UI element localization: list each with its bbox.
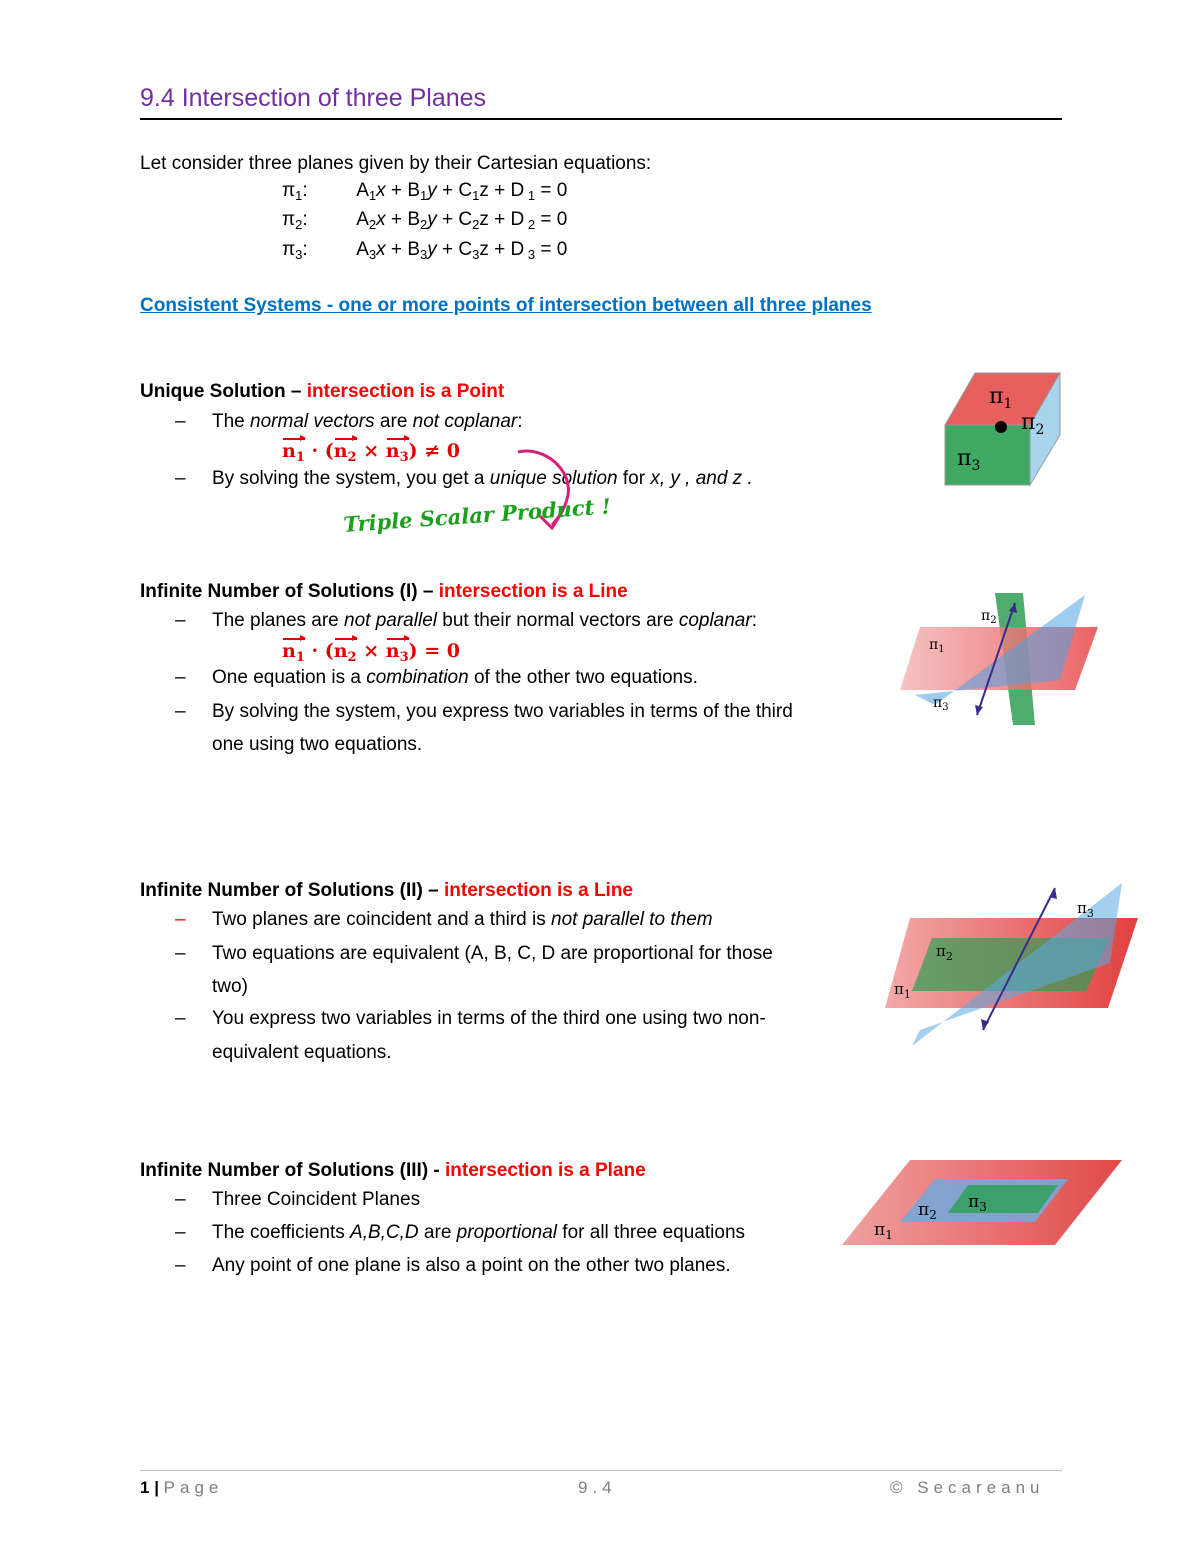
page-title: 9.4 Intersection of three Planes bbox=[140, 84, 487, 112]
infinite-3-bullet-1: – Three Coincident Planes bbox=[175, 1189, 421, 1210]
infinite-1-bullet-3: – By solving the system, you express two variables in terms of the third bbox=[175, 701, 793, 722]
title-underline bbox=[140, 118, 1062, 120]
annotation-text: Triple Scalar Product ! bbox=[342, 493, 612, 537]
svg-text:π3: $\pi_3$ bbox=[933, 695, 949, 713]
svg-text:π2: $\pi_2$ bbox=[981, 608, 997, 626]
infinite-2-bullet-2-cont: two) bbox=[212, 976, 248, 997]
infinite-2-bullet-3-cont: equivalent equations. bbox=[212, 1042, 392, 1063]
infinite-2-bullet-2: – Two equations are equivalent (A, B, C, D are proportional for those bbox=[175, 943, 773, 964]
equation-plane-2: $\pi_2$: $A_2x + B_2y + C_2z + D$ $_2$ = 0 bbox=[282, 209, 568, 232]
triple-product-nonzero: $n_1 \cdot (n_2 \times n_3) \ne 0$ bbox=[282, 440, 460, 465]
handwritten-annotation bbox=[340, 440, 612, 550]
figure-two-coincident bbox=[880, 878, 1145, 1053]
figure-three-coincident bbox=[840, 1155, 1125, 1250]
intersection-point-icon bbox=[995, 421, 1007, 433]
equation-plane-1: $\pi_1$: $A_1x + B_1y + C_1z + D$ $_1$ = 0 bbox=[282, 180, 568, 203]
figure-unique-point bbox=[935, 365, 1065, 490]
svg-text:π3: $\pi_3$ bbox=[968, 1192, 987, 1214]
svg-text:π3: $\pi_3$ bbox=[1077, 899, 1094, 920]
svg-text:π1: $\pi_1$ bbox=[894, 980, 911, 1001]
svg-text:π1: $\pi_1$ bbox=[989, 384, 1013, 412]
infinite-1-bullet-2: – One equation is a combination of the other two equations. bbox=[175, 667, 698, 688]
infinite-3-bullet-3: – Any point of one plane is also a point on the other two planes. bbox=[175, 1255, 731, 1276]
figure-line-sheaf bbox=[895, 585, 1105, 730]
equation-plane-3: $\pi_3$: $A_3x + B_3y + C_3z + D$ $_3$ = 0 bbox=[282, 239, 568, 262]
infinite-1-bullet-3-cont: one using two equations. bbox=[212, 734, 423, 755]
svg-text:π2: $\pi_2$ bbox=[1021, 410, 1045, 438]
svg-text:π2: $\pi_2$ bbox=[918, 1200, 937, 1222]
footer-divider bbox=[140, 1470, 1062, 1471]
unique-bullet-2: – By solving the system, you get a unique solution for x, y , and z . bbox=[175, 468, 753, 489]
infinite-2-heading: Infinite Number of Solutions (II) – intersection is a Line bbox=[140, 880, 633, 901]
infinite-2-bullet-1: – Two planes are coincident and a third is not parallel to them bbox=[175, 909, 713, 930]
infinite-2-bullet-3: – You express two variables in terms of the third one using two non- bbox=[175, 1008, 766, 1029]
unique-solution-heading: Unique Solution – intersection is a Point bbox=[140, 381, 505, 402]
infinite-3-bullet-2: – The coefficients A,B,C,D are proportional for all three equations bbox=[175, 1222, 746, 1243]
footer-section: 9.4 bbox=[578, 1478, 617, 1497]
svg-text:π1: $\pi_1$ bbox=[929, 637, 945, 655]
svg-text:π1: $\pi_1$ bbox=[874, 1220, 893, 1242]
consistent-systems-heading: Consistent Systems - one or more points of intersection between all three planes bbox=[140, 295, 872, 316]
unique-bullet-1: – The normal vectors are not coplanar: bbox=[175, 411, 523, 432]
footer-author: © Secareanu bbox=[890, 1478, 1045, 1497]
triple-product-zero: $n_1 \cdot (n_2 \times n_3) = 0$ bbox=[282, 640, 460, 665]
svg-text:π3: $\pi_3$ bbox=[957, 446, 981, 474]
infinite-1-heading: Infinite Number of Solutions (I) – intersection is a Line bbox=[140, 581, 628, 602]
svg-text:π2: $\pi_2$ bbox=[936, 942, 953, 963]
intro-text: Let consider three planes given by their Cartesian equations: bbox=[140, 153, 652, 174]
infinite-1-bullet-1: – The planes are not parallel but their normal vectors are coplanar: bbox=[175, 610, 757, 631]
footer-page-number: 1 | Page bbox=[140, 1478, 224, 1497]
infinite-3-heading: Infinite Number of Solutions (III) - intersection is a Plane bbox=[140, 1160, 646, 1181]
